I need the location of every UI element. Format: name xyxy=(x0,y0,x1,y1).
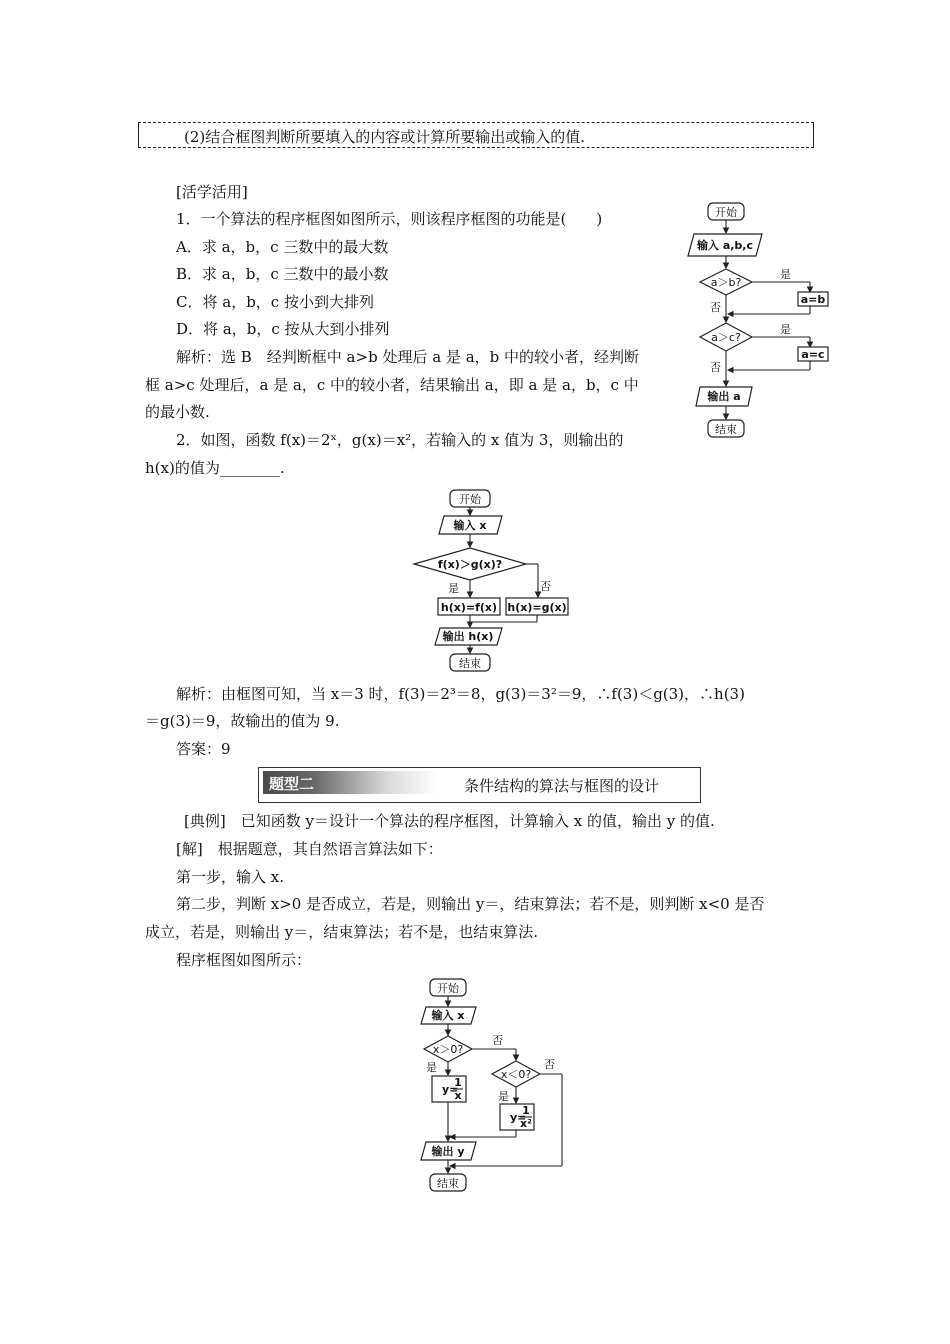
decision-label: f(x)＞g(x)? xyxy=(437,558,503,571)
q1-option-d: D．将 a，b，c 按从大到小排列 xyxy=(176,320,390,338)
banner-title: 条件结构的算法与框图的设计 xyxy=(464,777,660,795)
q1-option-a: A．求 a，b，c 三数中的最大数 xyxy=(176,238,389,256)
banner-tag: 题型二 xyxy=(263,771,438,794)
yes-label: 是 xyxy=(498,1090,509,1103)
example-line: 程序框图如图所示： xyxy=(176,951,312,969)
decision-label: x＜0? xyxy=(500,1068,532,1081)
q2-analysis-line: 解析：由框图可知，当 x＝3 时，f(3)＝2³＝8，g(3)＝3²＝9，∴f(3)＜g(3)，∴h(3) xyxy=(176,685,745,703)
start-label: 开始 xyxy=(459,493,481,506)
decision-label: a＞b? xyxy=(710,276,742,289)
example-line: 第一步，输入 x. xyxy=(176,868,284,886)
flowchart-min xyxy=(680,200,830,445)
end-label: 结束 xyxy=(459,657,481,670)
summary-text: (2)结合框图判断所要填入的内容或计算所要输出或输入的值. xyxy=(184,128,586,146)
output-label: 输出 a xyxy=(707,390,741,403)
yes-label: 是 xyxy=(448,582,459,595)
assign-lhs: y= xyxy=(442,1083,459,1096)
flowchart-h xyxy=(410,488,570,673)
process-label: h(x)=g(x) xyxy=(507,601,567,614)
assign-label: a=c xyxy=(801,348,825,361)
q2-stem-line: h(x)的值为________. xyxy=(145,459,285,477)
example-line: 第二步，判断 x>0 是否成立，若是，则输出 y＝，结束算法；若不是，则判断 x<0 是否 xyxy=(176,895,765,913)
no-label: 否 xyxy=(710,361,721,374)
q1-option-c: C．将 a，b，c 按小到大排列 xyxy=(176,293,374,311)
no-label: 否 xyxy=(492,1034,503,1047)
decision-label: x＞0? xyxy=(432,1043,464,1056)
q1-analysis-line: 框 a>c 处理后，a 是 a，c 中的较小者，结果输出 a，即 a 是 a，b，c 中 xyxy=(145,376,639,394)
assign-lhs: y= xyxy=(510,1111,527,1124)
end-label: 结束 xyxy=(437,1177,459,1190)
q1-analysis-line: 解析：选 B 经判断框中 a>b 处理后 a 是 a，b 中的较小者，经判断 xyxy=(176,348,640,366)
example-line: 成立，若是，则输出 y＝，结束算法；若不是，也结束算法. xyxy=(145,923,539,941)
input-label: 输入 a,b,c xyxy=(696,239,754,252)
no-label: 否 xyxy=(544,1058,555,1071)
section-banner xyxy=(258,767,701,803)
yes-label: 是 xyxy=(780,268,791,281)
q2-stem-line: 2．如图，函数 f(x)＝2ˣ，g(x)＝x²，若输入的 x 值为 3，则输出的 xyxy=(176,431,624,449)
process-label: h(x)=f(x) xyxy=(440,601,498,614)
assign-den: x² xyxy=(520,1117,532,1130)
q1-stem: 1．一个算法的程序框图如图所示，则该程序框图的功能是( ) xyxy=(176,210,603,228)
output-label: 输出 y xyxy=(431,1145,465,1158)
assign-num: 1 xyxy=(454,1076,462,1089)
yes-label: 是 xyxy=(426,1061,437,1074)
decision-label: a＞c? xyxy=(711,331,741,344)
q2-analysis-line: ＝g(3)＝9，故输出的值为 9. xyxy=(145,712,340,730)
assign-num: 1 xyxy=(522,1104,530,1117)
yes-label: 是 xyxy=(780,323,791,336)
no-label: 否 xyxy=(540,580,551,593)
flowchart-piecewise xyxy=(410,976,570,1196)
example-line: [典例] 已知函数 y＝设计一个算法的程序框图，计算输入 x 的值，输出 y 的值. xyxy=(184,812,715,830)
input-label: 输入 x xyxy=(453,519,487,532)
example-line: [解] 根据题意，其自然语言算法如下： xyxy=(176,840,443,858)
q2-answer: 答案：9 xyxy=(176,740,231,758)
assign-den: x xyxy=(454,1089,462,1102)
end-label: 结束 xyxy=(715,423,737,436)
input-label: 输入 x xyxy=(431,1009,465,1022)
section-label: [活学活用] xyxy=(176,183,248,201)
output-label: 输出 h(x) xyxy=(442,630,494,643)
start-label: 开始 xyxy=(715,206,737,219)
start-label: 开始 xyxy=(437,982,459,995)
assign-label: a=b xyxy=(800,293,826,306)
q1-analysis-line: 的最小数. xyxy=(145,403,210,421)
no-label: 否 xyxy=(710,301,721,314)
q1-option-b: B．求 a，b，c 三数中的最小数 xyxy=(176,265,389,283)
summary-box xyxy=(138,122,814,148)
